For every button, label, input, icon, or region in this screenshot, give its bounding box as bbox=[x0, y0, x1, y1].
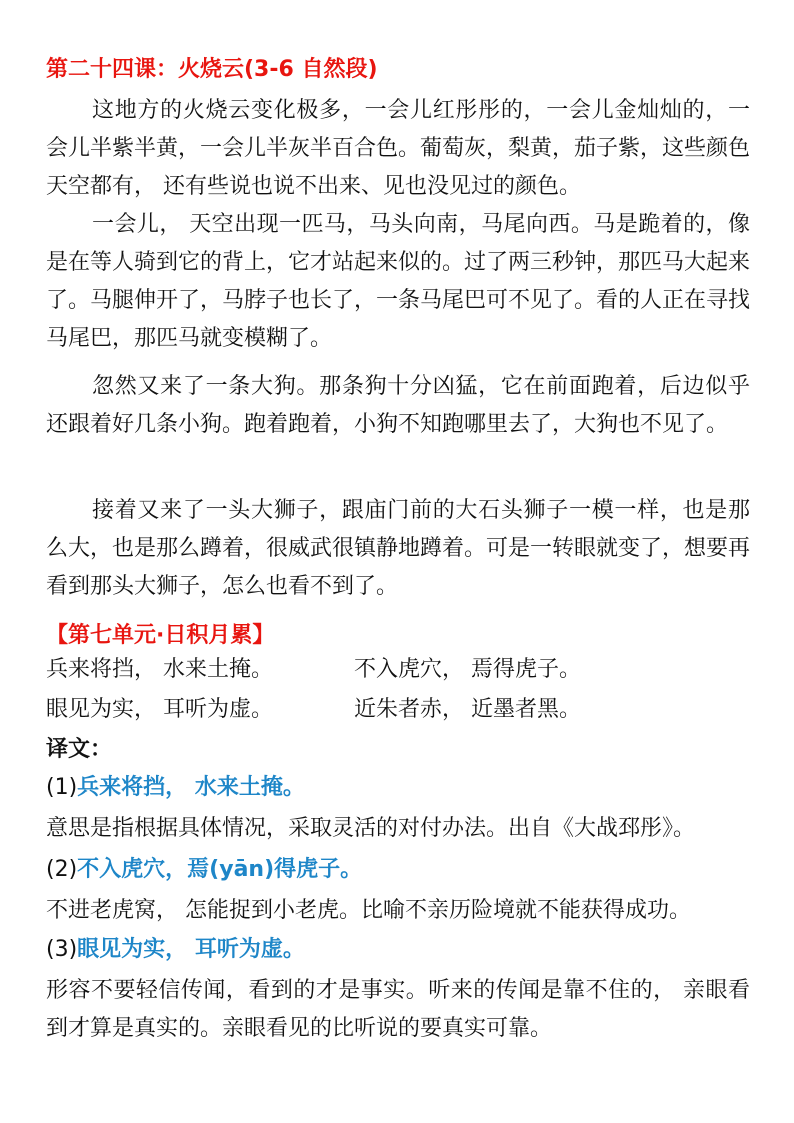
paragraph-1: 这地方的火烧云变化极多，一会儿红彤彤的，一会儿金灿灿的，一会儿半紫半黄，一会儿半灰半百合色。葡萄灰，梨黄，茄子紫，这些颜色天空都有， 还有些说也说不出来、见也没见过的颜色。 bbox=[46, 98, 751, 199]
item-number: (2) bbox=[46, 857, 78, 882]
item-number: (1) bbox=[46, 775, 78, 800]
idiom-1: 兵来将挡， 水来土掩。 bbox=[46, 657, 273, 682]
unit-title: 【第七单元·日积月累】 bbox=[46, 623, 275, 648]
item-phrase: 不入虎穴，焉(yān)得虎子。 bbox=[77, 857, 363, 882]
idiom-4: 近朱者赤， 近墨者黑。 bbox=[354, 697, 581, 722]
explanation-2: 不进老虎窝， 怎能捉到小老虎。比喻不亲历险境就不能获得成功。 bbox=[46, 898, 691, 923]
idiom-2: 不入虎穴， 焉得虎子。 bbox=[354, 657, 581, 682]
explanation-3: 形容不要轻信传闻，看到的才是事实。听来的传闻是靠不住的， 亲眼看到才算是真实的。亲眼看见的比听说的要真实可靠。 bbox=[46, 978, 750, 1041]
lesson-heading: 第二十四课：火烧云(3-6 自然段) bbox=[46, 57, 378, 82]
paragraph-4: 接着又来了一头大狮子，跟庙门前的大石头狮子一模一样，也是那么大，也是那么蹲着，很威武很镇静地蹲着。可是一转眼就变了，想要再看到那头大狮子，怎么也看不到了。 bbox=[46, 498, 751, 599]
item-phrase: 眼见为实， 耳听为虚。 bbox=[77, 937, 305, 962]
item-phrase: 兵来将挡， 水来土掩。 bbox=[77, 775, 305, 800]
translation-item-1 bbox=[46, 772, 305, 804]
translation-item-2 bbox=[46, 854, 362, 886]
paragraph-3: 忽然又来了一条大狗。那条狗十分凶猛，它在前面跑着，后边似乎还跟着好几条小狗。跑着跑着，小狗不知跑哪里去了，大狗也不见了。 bbox=[46, 374, 750, 437]
translation-title: 译文： bbox=[46, 737, 113, 762]
idiom-3: 眼见为实， 耳听为虚。 bbox=[46, 697, 273, 722]
paragraph-2: 一会儿， 天空出现一匹马，马头向南，马尾向西。马是跪着的，像是在等人骑到它的背上，它才站起来似的。过了两三秒钟，那匹马大起来了。马腿伸开了，马脖子也长了，一条马尾巴可不见了。看的人正在寻找马尾巴，那匹马就变模糊了。 bbox=[46, 212, 751, 351]
translation-item-3 bbox=[46, 934, 305, 966]
item-number: (3) bbox=[46, 937, 78, 962]
explanation-1: 意思是指根据具体情况，采取灵活的对付办法。出自《大战邳彤》。 bbox=[46, 816, 696, 841]
